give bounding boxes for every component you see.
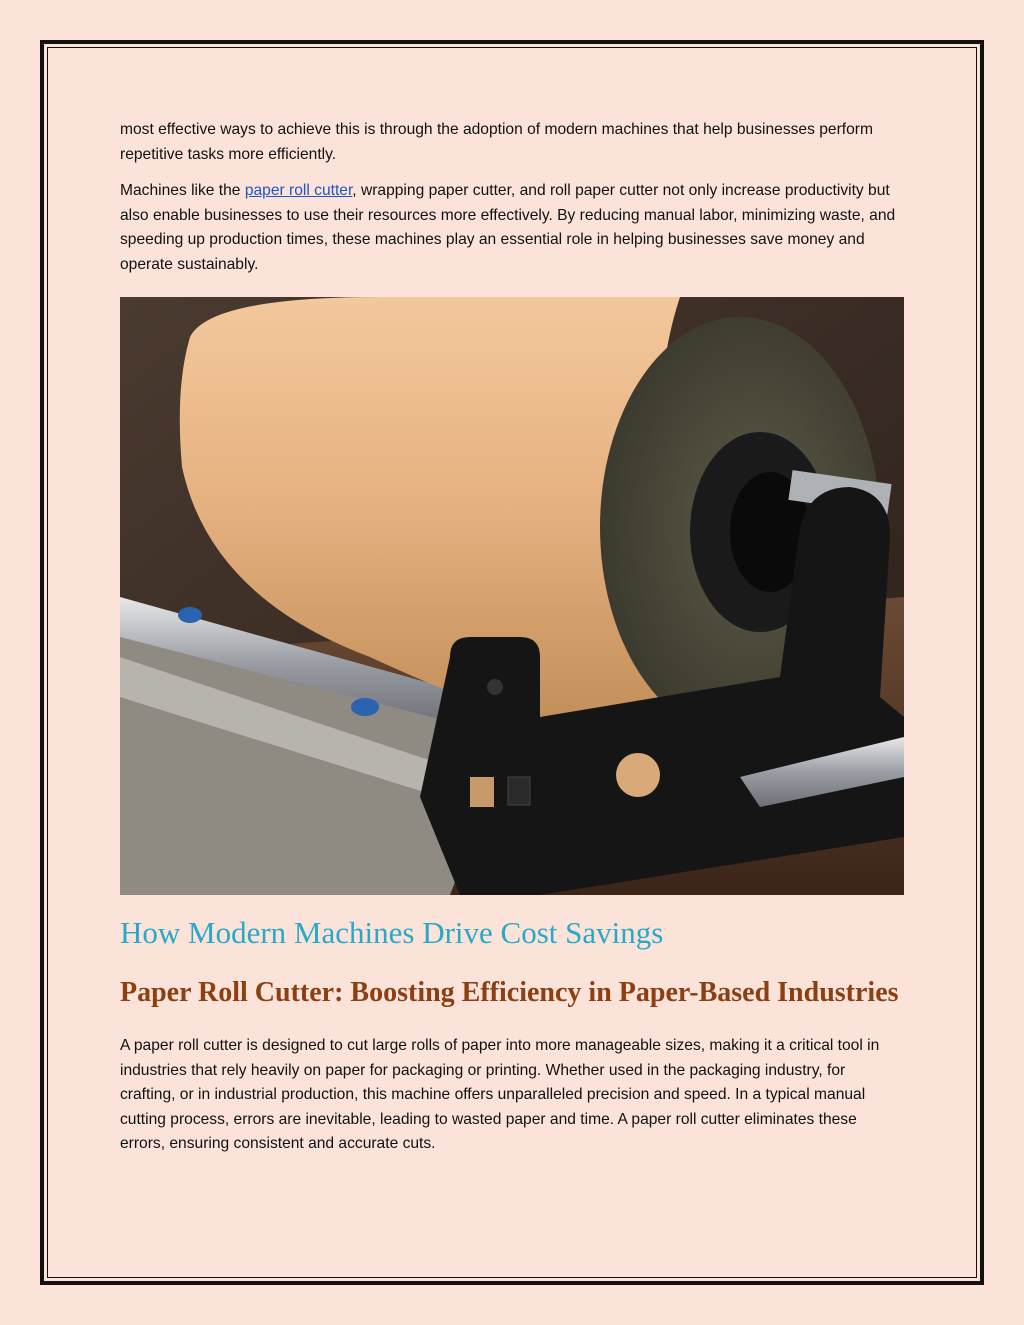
paragraph-machines [120, 179, 904, 277]
document-content [120, 118, 904, 1157]
paragraph-machines-text-start: Machines like the [120, 182, 245, 199]
paper-roll-cutter-link[interactable]: paper roll cutter [244, 182, 353, 199]
paragraph-paper-roll-cutter: A paper roll cutter is designed to cut large rolls of paper into more manageable sizes, making it a critical tool in industries that rely heavily on paper for packaging or printing. Whether used in the packaging industry, for crafting, or in industrial production, this machine offers unparalleled precision and speed. In a typical manual cutting process, errors are inevitable, leading to wasted paper and time. A paper roll cutter eliminates these errors, ensuring consistent and accurate cuts. [120, 1037, 880, 1152]
paragraph-intro: most effective ways to achieve this is through the adoption of modern machines that help businesses perform repetitive tasks more efficiently. [120, 121, 873, 163]
paper-roll-cutter-photo [120, 297, 904, 895]
section-heading: How Modern Machines Drive Cost Savings [120, 915, 664, 950]
paragraph-machines-text-end: , wrapping paper cutter, and roll paper cutter not only increase productivity but also enable businesses to use their resources more effectively. By reducing manual labor, minimizing waste, and speeding up production times, these machines play an essential role in helping businesses save money and operate sustainably. [120, 182, 896, 273]
subsection-heading: Paper Roll Cutter: Boosting Efficiency in Paper-Based Industries [120, 977, 899, 1008]
